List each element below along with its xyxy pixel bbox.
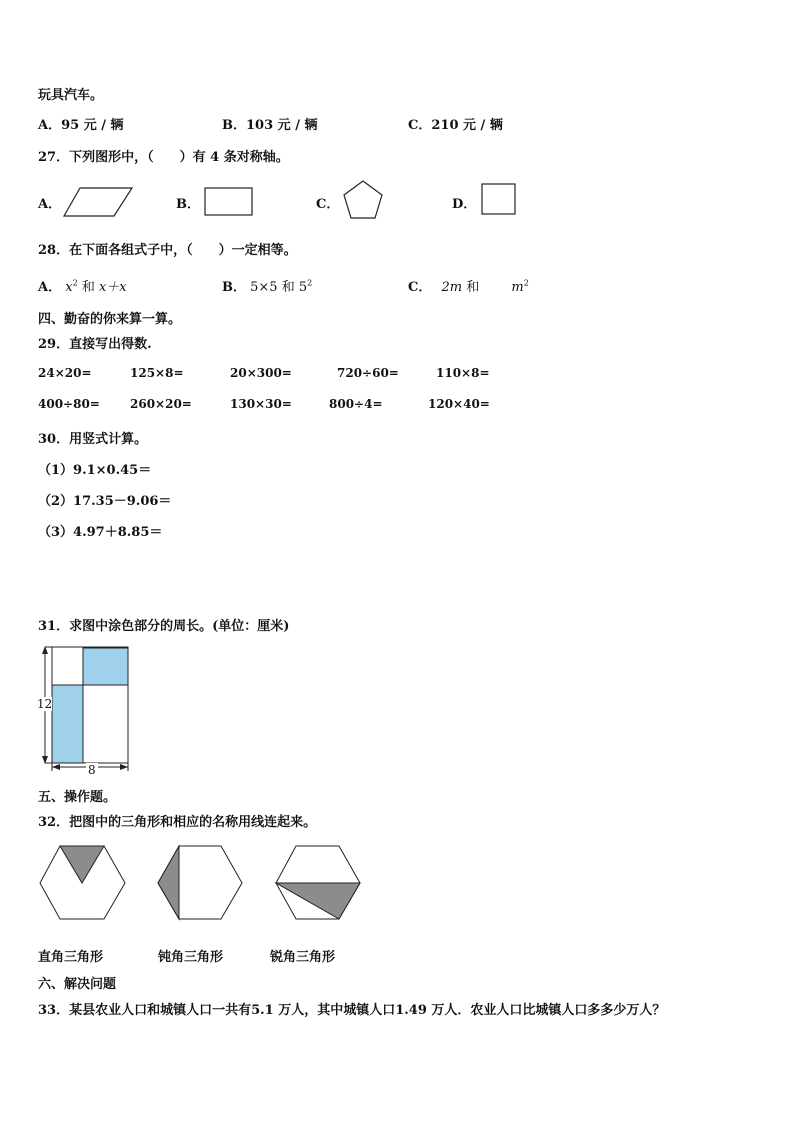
q28-option-a — [38, 276, 127, 295]
q28-option-b — [222, 276, 312, 295]
q29-item: 260×20= — [130, 397, 192, 411]
exponent: 2 — [307, 278, 313, 288]
q29-item: 800÷4= — [329, 397, 383, 411]
q31-width-label: 8 — [88, 763, 96, 777]
q26-option-a — [38, 114, 124, 133]
section-6-heading: 六、解决问题 — [38, 977, 117, 992]
q29-item: 125×8= — [130, 366, 184, 380]
option-text: 95 元 / 辆 — [61, 118, 124, 133]
q29-item: 400÷80= — [38, 397, 100, 411]
q31-height-label: 12 — [37, 697, 53, 711]
square-shape — [480, 182, 518, 216]
q30-item: （1）9.1×0.45＝ — [38, 463, 152, 478]
option-text: 103 元 / 辆 — [246, 118, 318, 133]
rectangle-shape — [203, 186, 255, 218]
q27-option-d-letter: D． — [452, 197, 477, 212]
q29-item: 120×40= — [428, 397, 490, 411]
intro-line: 玩具汽车。 — [38, 88, 104, 103]
exponent: 2 — [523, 278, 529, 288]
q28-option-c — [408, 276, 529, 295]
exponent: 2 — [72, 278, 78, 288]
parallelogram-shape — [62, 186, 134, 218]
hexagon-figure-3 — [273, 843, 363, 923]
q30-item: （2）17.35－9.06＝ — [38, 494, 172, 509]
q29-item: 24×20= — [38, 366, 92, 380]
q29-item: 110×8= — [436, 366, 490, 380]
option-letter: C． — [408, 118, 432, 133]
hexagon-figure-1 — [38, 843, 128, 923]
q27-option-b-letter: B． — [176, 197, 200, 212]
q26-option-b — [222, 114, 317, 133]
q28-stem: 28．在下面各组式子中，（ ）一定相等。 — [38, 243, 297, 258]
math-expression: 2m — [441, 280, 463, 295]
option-letter: A． — [38, 280, 62, 295]
hexagon-figure-2 — [155, 843, 245, 923]
q33-stem: 33．某县农业人口和城镇人口一共有5.1 万人，其中城镇人口1.49 万人．农业人口比城镇人口多多少万人？ — [38, 1003, 666, 1018]
triangle-name-acute: 锐角三角形 — [270, 950, 336, 965]
triangle-name-right: 直角三角形 — [38, 950, 104, 965]
option-letter: B． — [222, 280, 246, 295]
option-letter: A． — [38, 118, 62, 133]
q31-stem: 31．求图中涂色部分的周长。(单位：厘米) — [38, 619, 290, 634]
q29-stem: 29．直接写出得数. — [38, 337, 152, 352]
q27-option-c-letter: C． — [316, 197, 340, 212]
connector-text: 和 — [81, 280, 95, 295]
q29-item: 20×300= — [230, 366, 292, 380]
q29-item: 720÷60= — [337, 366, 399, 380]
q30-item: （3）4.97＋8.85＝ — [38, 525, 163, 540]
q30-stem: 30．用竖式计算。 — [38, 432, 148, 447]
q26-option-c — [408, 114, 503, 133]
math-variable: x — [65, 280, 73, 295]
section-4-heading: 四、勤奋的你来算一算。 — [38, 312, 182, 327]
pentagon-shape — [341, 179, 385, 221]
connector-text: 和 — [466, 280, 480, 295]
q27-option-a-letter: A． — [38, 197, 62, 212]
section-5-heading: 五、操作题。 — [38, 790, 117, 805]
q32-stem: 32．把图中的三角形和相应的名称用线连起来。 — [38, 815, 317, 830]
option-letter: B． — [222, 118, 246, 133]
triangle-name-obtuse: 钝角三角形 — [158, 950, 224, 965]
math-variable: m — [511, 280, 524, 295]
math-expression: x＋x — [98, 280, 127, 295]
option-letter: C． — [408, 280, 432, 295]
option-text: 210 元 / 辆 — [431, 118, 503, 133]
math-expression: 5×5 和 5 — [250, 280, 308, 295]
q27-stem: 27．下列图形中，（ ）有 4 条对称轴。 — [38, 150, 289, 165]
q29-item: 130×30= — [230, 397, 292, 411]
